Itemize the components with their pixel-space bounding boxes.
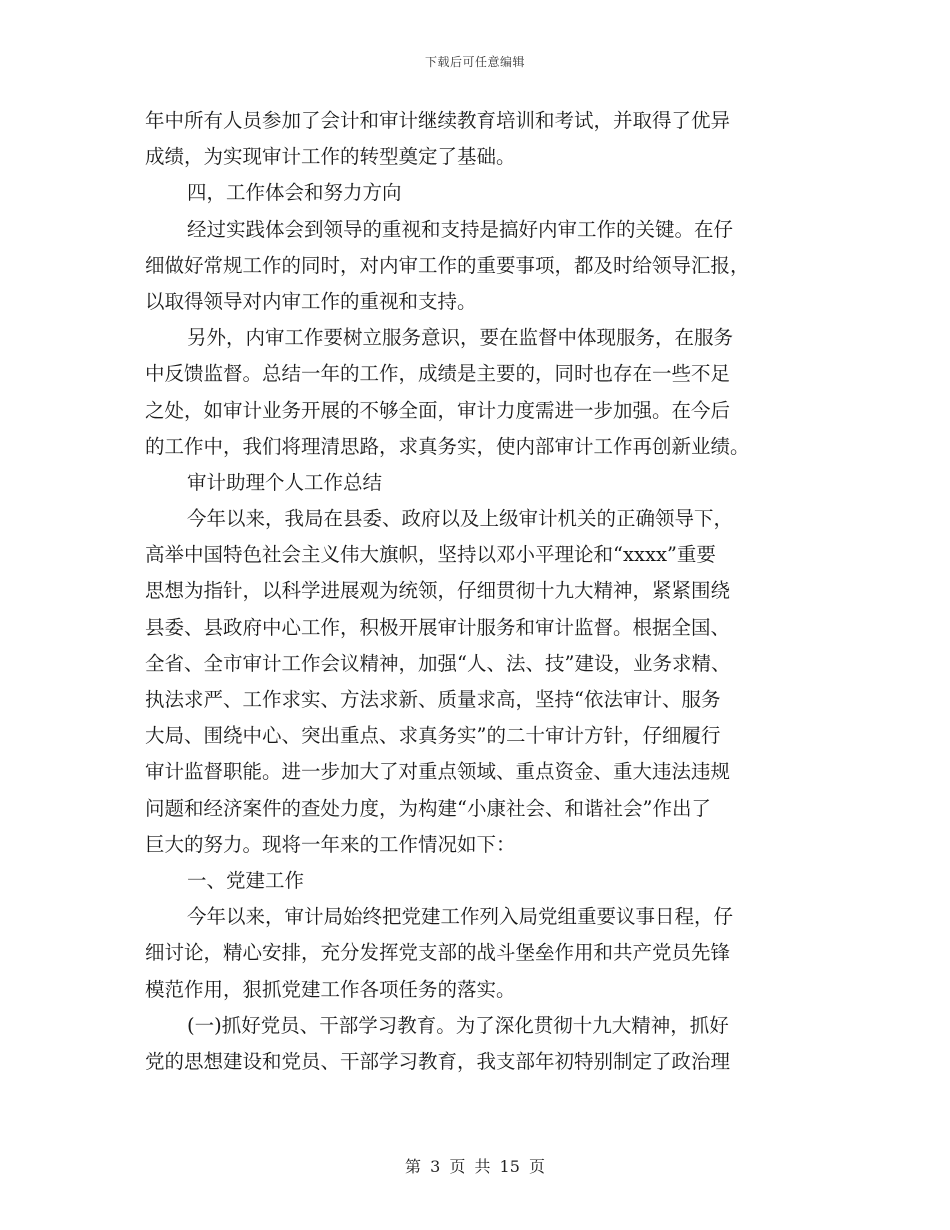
text-line: 年中所有人员参加了会计和审计继续教育培训和考试，并取得了优异 (145, 109, 731, 132)
text-line: 大局、围绕中心、突出重点、求真务实”的二十审计方针，仔细履行 (145, 724, 721, 748)
text-line: 问题和经济案件的查处力度，为构建“小康社会、和谐社会”作出了 (145, 796, 711, 820)
document-body (145, 103, 807, 1080)
text-line: 思想为指针，以科学进展观为统领，仔细贯彻十九大精神，紧紧围绕 (145, 579, 731, 603)
text-line: 的工作中，我们将理清思路，求真务实，使内部审计工作再创新业绩。 (145, 434, 750, 458)
text-line: 县委、县政府中心工作，积极开展审计服务和审计监督。根据全国、 (145, 615, 731, 639)
text-line: 审计助理个人工作总结 (187, 470, 383, 494)
text-line: 四，工作体会和努力方向 (187, 181, 402, 205)
text-line: 执法求严、工作求实、方法求新、质量求高，坚持“依法审计、服务 (145, 688, 721, 711)
text-line: 中反馈监督。总结一年的工作，成绩是主要的，同时也存在一些不足 (145, 362, 731, 386)
text-line: 以取得领导对内审工作的重视和支持。 (145, 289, 477, 313)
text-line: 巨大的努力。现将一年来的工作情况如下： (145, 832, 516, 856)
text-line: 一、党建工作 (187, 868, 305, 892)
text-line: 经过实践体会到领导的重视和支持是搞好内审工作的关键。在仔 (187, 217, 734, 241)
text-line: 审计监督职能。进一步加大了对重点领域、重点资金、重大违法违规 (145, 760, 731, 784)
text-line: 今年以来，我局在县委、政府以及上级审计机关的正确领导下， (187, 507, 734, 531)
text-line: 之处，如审计业务开展的不够全面，审计力度需进一步加强。在今后 (145, 398, 731, 422)
text-line: 今年以来，审计局始终把党建工作列入局党组重要议事日程，仔 (187, 905, 734, 929)
text-line: 模范作用，狠抓党建工作各项任务的落实。 (145, 977, 516, 1001)
text-line: 全省、全市审计工作会议精神，加强“人、法、技”建设，业务求精、 (145, 651, 731, 675)
text-line: 高举中国特色社会主义伟大旗帜，坚持以邓小平理论和“xxxx”重要 (145, 543, 716, 567)
text-line: 成绩，为实现审计工作的转型奠定了基础。 (145, 145, 516, 169)
text-line: 细讨论，精心安排，充分发挥党支部的战斗堡垒作用和共产党员先锋 (145, 941, 731, 965)
text-line: 党的思想建设和党员、干部学习教育，我支部年初特别制定了政治理 (145, 1049, 731, 1073)
page-number-footer: 第 3 页 共 15 页 (405, 1157, 545, 1176)
text-line: 细做好常规工作的同时，对内审工作的重要事项，都及时给领导汇报， (145, 253, 750, 277)
text-line: (一)抓好党员、干部学习教育。为了深化贯彻十九大精神，抓好 (187, 1013, 729, 1037)
text-line: 另外，内审工作要树立服务意识，要在监督中体现服务，在服务 (187, 326, 734, 350)
page-header: 下载后可任意编辑 (424, 55, 525, 69)
